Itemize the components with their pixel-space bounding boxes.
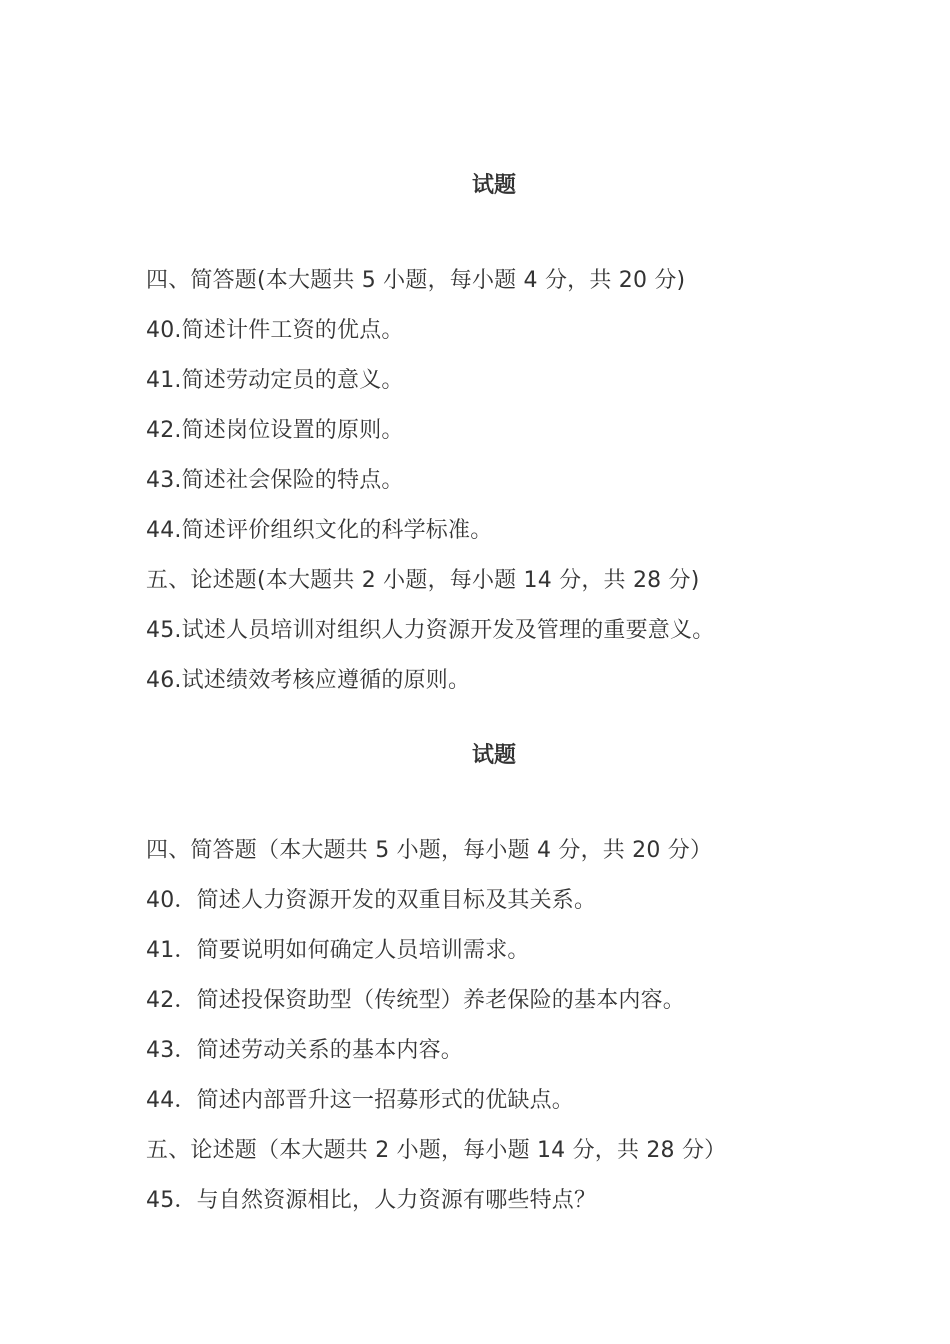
question-item: 44.简述评价组织文化的科学标准。 (146, 518, 493, 543)
section-heading: 四、简答题（本大题共 5 小题，每小题 4 分，共 20 分） (146, 838, 713, 863)
question-list (146, 826, 846, 1226)
question-item: 44．简述内部晋升这一招募形式的优缺点。 (146, 1088, 574, 1113)
section-title: 试题 (472, 743, 517, 768)
question-item: 45.试述人员培训对组织人力资源开发及管理的重要意义。 (146, 618, 715, 643)
question-item: 43．简述劳动关系的基本内容。 (146, 1038, 463, 1063)
section-heading: 五、论述题（本大题共 2 小题，每小题 14 分，共 28 分） (146, 1138, 727, 1163)
question-list (146, 256, 846, 706)
question-item: 41.简述劳动定员的意义。 (146, 368, 404, 393)
section-title: 试题 (472, 173, 517, 198)
question-item: 41．简要说明如何确定人员培训需求。 (146, 938, 530, 963)
section-heading: 四、简答题(本大题共 5 小题，每小题 4 分，共 20 分) (146, 268, 686, 293)
question-item: 42．简述投保资助型（传统型）养老保险的基本内容。 (146, 988, 685, 1013)
question-item: 45．与自然资源相比，人力资源有哪些特点？ (146, 1188, 597, 1213)
question-item: 40.简述计件工资的优点。 (146, 318, 404, 343)
question-item: 46.试述绩效考核应遵循的原则。 (146, 668, 471, 693)
question-item: 43.简述社会保险的特点。 (146, 468, 404, 493)
exam-section-2 (146, 742, 846, 1226)
exam-section-1 (146, 172, 846, 706)
question-item: 40．简述人力资源开发的双重目标及其关系。 (146, 888, 597, 913)
question-item: 42.简述岗位设置的原则。 (146, 418, 404, 443)
section-heading: 五、论述题(本大题共 2 小题，每小题 14 分，共 28 分) (146, 568, 700, 593)
